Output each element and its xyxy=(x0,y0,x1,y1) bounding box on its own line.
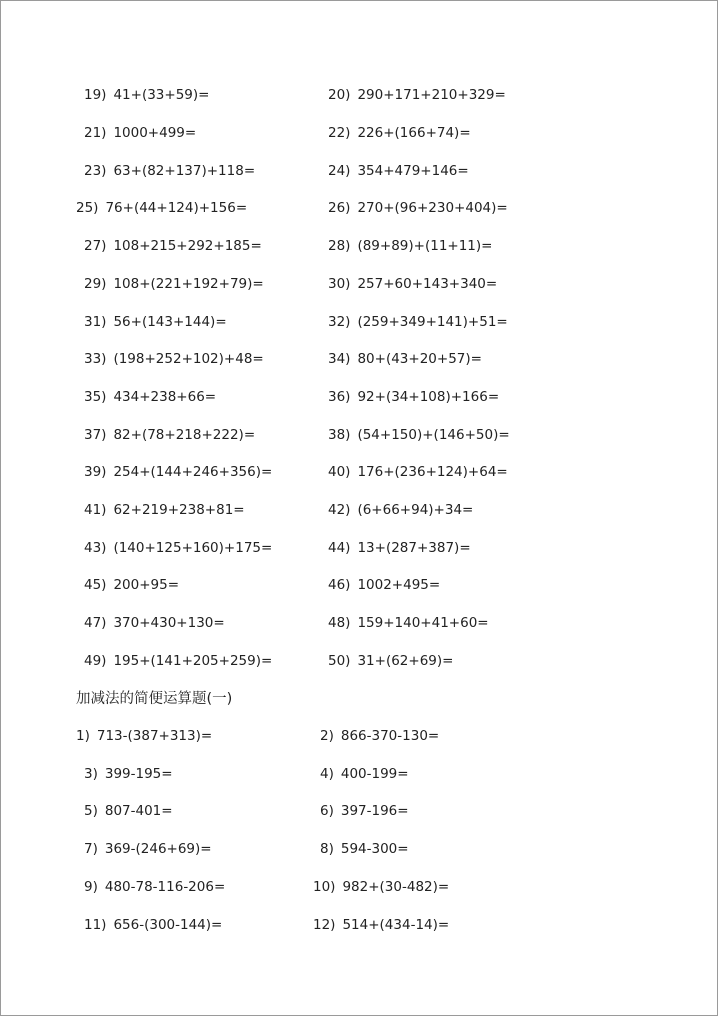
problem-expression: 80+(43+20+57)= xyxy=(357,351,482,367)
problem-row xyxy=(1,424,719,446)
problem-expression: 1002+495= xyxy=(357,577,441,593)
problem-number: 2) xyxy=(320,728,334,744)
problem-30 xyxy=(328,273,497,295)
problem-expression: 1000+499= xyxy=(113,125,197,141)
problem-number: 39) xyxy=(84,464,107,480)
problem-expression: 76+(44+124)+156= xyxy=(105,200,248,216)
problem-number: 30) xyxy=(328,276,351,292)
problem-row xyxy=(1,725,719,747)
problem-number: 41) xyxy=(84,502,107,518)
problem-32 xyxy=(328,311,508,333)
problem-number: 5) xyxy=(84,803,98,819)
problem-number: 29) xyxy=(84,276,107,292)
problem-number: 44) xyxy=(328,540,351,556)
problem-number: 6) xyxy=(320,803,334,819)
problem-47 xyxy=(84,612,225,634)
problem-row xyxy=(1,914,719,936)
problem-expression: 92+(34+108)+166= xyxy=(357,389,500,405)
problem-number: 45) xyxy=(84,577,107,593)
problem-number: 19) xyxy=(84,87,107,103)
problem-37 xyxy=(84,424,255,446)
problem-number: 33) xyxy=(84,351,107,367)
problem-19 xyxy=(84,84,209,106)
problem-48 xyxy=(328,612,489,634)
problem-expression: 514+(434-14)= xyxy=(342,917,450,933)
problem-7 xyxy=(84,838,212,860)
problem-expression: 866-370-130= xyxy=(340,728,440,744)
problem-number: 27) xyxy=(84,238,107,254)
problem-20 xyxy=(328,84,506,106)
problem-number: 10) xyxy=(313,879,336,895)
problem-number: 47) xyxy=(84,615,107,631)
problem-27 xyxy=(84,235,262,257)
problem-row xyxy=(1,800,719,822)
problem-expression: (198+252+102)+48= xyxy=(113,351,264,367)
problem-45 xyxy=(84,574,179,596)
problem-expression: 56+(143+144)= xyxy=(113,314,227,330)
problem-expression: 369-(246+69)= xyxy=(104,841,212,857)
problem-35 xyxy=(84,386,216,408)
problem-number: 28) xyxy=(328,238,351,254)
problem-number: 34) xyxy=(328,351,351,367)
problem-expression: 434+238+66= xyxy=(113,389,217,405)
problem-number: 26) xyxy=(328,200,351,216)
problem-44 xyxy=(328,537,471,559)
problem-expression: 982+(30-482)= xyxy=(342,879,450,895)
problem-expression: 63+(82+137)+118= xyxy=(113,163,256,179)
problem-22 xyxy=(328,122,471,144)
problem-expression: 108+215+292+185= xyxy=(113,238,262,254)
problem-28 xyxy=(328,235,492,257)
problem-31 xyxy=(84,311,227,333)
problem-number: 7) xyxy=(84,841,98,857)
problem-49 xyxy=(84,650,272,672)
problem-number: 50) xyxy=(328,653,351,669)
problem-expression: 656-(300-144)= xyxy=(113,917,223,933)
problem-36 xyxy=(328,386,499,408)
problem-expression: 400-199= xyxy=(340,766,409,782)
problem-number: 22) xyxy=(328,125,351,141)
problem-expression: 159+140+41+60= xyxy=(357,615,489,631)
problem-expression: 480-78-116-206= xyxy=(104,879,226,895)
problem-expression: (54+150)+(146+50)= xyxy=(357,427,510,443)
problem-6 xyxy=(320,800,409,822)
problem-expression: (89+89)+(11+11)= xyxy=(357,238,493,254)
problem-number: 48) xyxy=(328,615,351,631)
problem-expression: (259+349+141)+51= xyxy=(357,314,508,330)
problem-number: 25) xyxy=(76,200,99,216)
problem-expression: (6+66+94)+34= xyxy=(357,502,474,518)
problem-expression: 200+95= xyxy=(113,577,180,593)
problem-42 xyxy=(328,499,473,521)
problem-number: 21) xyxy=(84,125,107,141)
problem-expression: 397-196= xyxy=(340,803,409,819)
problem-50 xyxy=(328,650,453,672)
problem-row xyxy=(1,122,719,144)
problem-row xyxy=(1,574,719,596)
problem-expression: 354+479+146= xyxy=(357,163,469,179)
problem-9 xyxy=(84,876,225,898)
problem-8 xyxy=(320,838,409,860)
problem-5 xyxy=(84,800,173,822)
problem-expression: 399-195= xyxy=(104,766,173,782)
problem-expression: 713-(387+313)= xyxy=(96,728,213,744)
problem-number: 32) xyxy=(328,314,351,330)
problem-33 xyxy=(84,348,264,370)
problem-number: 24) xyxy=(328,163,351,179)
problem-row xyxy=(1,84,719,106)
problem-number: 37) xyxy=(84,427,107,443)
problem-number: 42) xyxy=(328,502,351,518)
problem-row xyxy=(1,838,719,860)
problem-number: 43) xyxy=(84,540,107,556)
problem-row xyxy=(1,235,719,257)
problem-row xyxy=(1,612,719,634)
problem-expression: 176+(236+124)+64= xyxy=(357,464,508,480)
problem-number: 36) xyxy=(328,389,351,405)
problem-expression: 807-401= xyxy=(104,803,173,819)
problem-expression: 290+171+210+329= xyxy=(357,87,506,103)
problem-number: 11) xyxy=(84,917,107,933)
problem-46 xyxy=(328,574,440,596)
problem-expression: 41+(33+59)= xyxy=(113,87,210,103)
section-heading: 加减法的简便运算题(一) xyxy=(76,691,233,707)
problem-number: 49) xyxy=(84,653,107,669)
problem-34 xyxy=(328,348,482,370)
problem-expression: 594-300= xyxy=(340,841,409,857)
problem-row xyxy=(1,876,719,898)
problem-number: 46) xyxy=(328,577,351,593)
problem-row xyxy=(1,348,719,370)
problem-row xyxy=(1,160,719,182)
problem-row xyxy=(1,461,719,483)
problem-row xyxy=(1,386,719,408)
problem-number: 20) xyxy=(328,87,351,103)
problem-12 xyxy=(313,914,449,936)
problem-10 xyxy=(313,876,449,898)
problem-24 xyxy=(328,160,469,182)
problem-expression: (140+125+160)+175= xyxy=(113,540,273,556)
problem-expression: 226+(166+74)= xyxy=(357,125,471,141)
problem-number: 23) xyxy=(84,163,107,179)
problem-number: 8) xyxy=(320,841,334,857)
problem-number: 31) xyxy=(84,314,107,330)
problem-expression: 257+60+143+340= xyxy=(357,276,498,292)
problem-26 xyxy=(328,197,508,219)
problem-expression: 82+(78+218+222)= xyxy=(113,427,256,443)
problem-21 xyxy=(84,122,196,144)
problem-expression: 270+(96+230+404)= xyxy=(357,200,508,216)
problem-expression: 62+219+238+81= xyxy=(113,502,245,518)
problem-row xyxy=(1,537,719,559)
problem-row xyxy=(1,311,719,333)
problem-3 xyxy=(84,763,173,785)
problem-expression: 108+(221+192+79)= xyxy=(113,276,264,292)
problem-2 xyxy=(320,725,439,747)
problem-29 xyxy=(84,273,264,295)
problem-number: 3) xyxy=(84,766,98,782)
problem-43 xyxy=(84,537,272,559)
problem-number: 1) xyxy=(76,728,90,744)
problem-row xyxy=(1,650,719,672)
problem-row xyxy=(1,273,719,295)
problem-38 xyxy=(328,424,510,446)
problem-row xyxy=(1,197,719,219)
problem-1 xyxy=(76,725,212,747)
problem-expression: 254+(144+246+356)= xyxy=(113,464,273,480)
problem-number: 12) xyxy=(313,917,336,933)
problem-row xyxy=(1,763,719,785)
problem-expression: 13+(287+387)= xyxy=(357,540,471,556)
problem-25 xyxy=(76,197,247,219)
problem-40 xyxy=(328,461,508,483)
problem-number: 35) xyxy=(84,389,107,405)
problem-4 xyxy=(320,763,409,785)
problem-expression: 195+(141+205+259)= xyxy=(113,653,273,669)
problem-number: 40) xyxy=(328,464,351,480)
problem-row xyxy=(1,499,719,521)
problem-39 xyxy=(84,461,272,483)
problem-number: 9) xyxy=(84,879,98,895)
problem-11 xyxy=(84,914,222,936)
problem-expression: 370+430+130= xyxy=(113,615,225,631)
problem-number: 4) xyxy=(320,766,334,782)
problem-number: 38) xyxy=(328,427,351,443)
problem-expression: 31+(62+69)= xyxy=(357,653,454,669)
problem-23 xyxy=(84,160,255,182)
problem-41 xyxy=(84,499,245,521)
